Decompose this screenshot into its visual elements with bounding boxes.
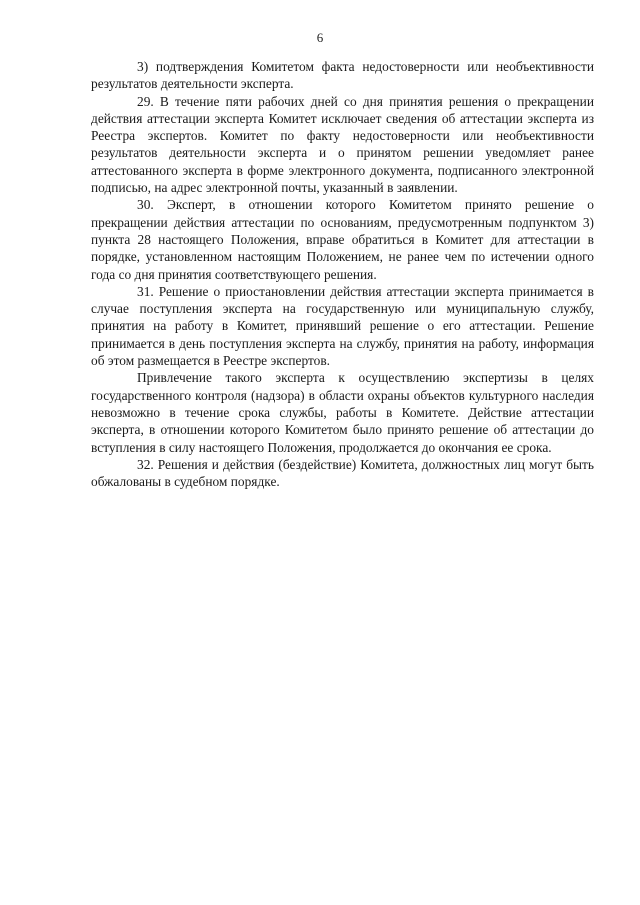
document-body [91,58,594,490]
page-number: 6 [316,30,324,45]
paragraph-30: 30. Эксперт, в отношении которого Комитетом принято решение о прекращении действия аттестации по основаниям, предусмотренным подпунктом 3) пункта 28 настоящего Положения, вправе обратиться в Комитет для аттестации в порядке, установленном настоящим Положением, не ранее чем по истечении одного года со дня принятия соответствующего решения. [91,197,594,282]
paragraph-31-continuation: Привлечение такого эксперта к осуществлению экспертизы в целях государственного контроля (надзора) в области охраны объектов культурного наследия невозможно в течение срока службы, работы в Комитете. Действие аттестации эксперта, в отношении которого Комитетом было принято решение об аттестации до вступления в силу настоящего Положения, продолжается до окончания ее срока. [91,370,594,455]
paragraph-31: 31. Решение о приостановлении действия аттестации эксперта принимается в случае поступления эксперта на государственную или муниципальную службу, принятия на работу в Комитет, принявший решение о его аттестации. Решение принимается в день поступления эксперта на службу, принятия на работу, информация об этом размещается в Реестре экспертов. [91,283,594,369]
paragraph-item-3: 3) подтверждения Комитетом факта недостоверности или необъективности результатов деятельности эксперта. [91,59,594,92]
paragraph-32: 32. Решения и действия (бездействие) Комитета, должностных лиц могут быть обжалованы в судебном порядке. [91,456,594,490]
paragraph-29: 29. В течение пяти рабочих дней со дня принятия решения о прекращении действия аттестации эксперта Комитет исключает сведения об аттестации эксперта из Реестра экспертов. Комитет по факту недостоверности или необъективности результатов деятельности эксперта и о принятом решении уведомляет ранее аттестованного эксперта в форме электронного документа, подписанного электронной подписью, на адрес электронной почты, указанный в заявлении. [91,93,594,196]
